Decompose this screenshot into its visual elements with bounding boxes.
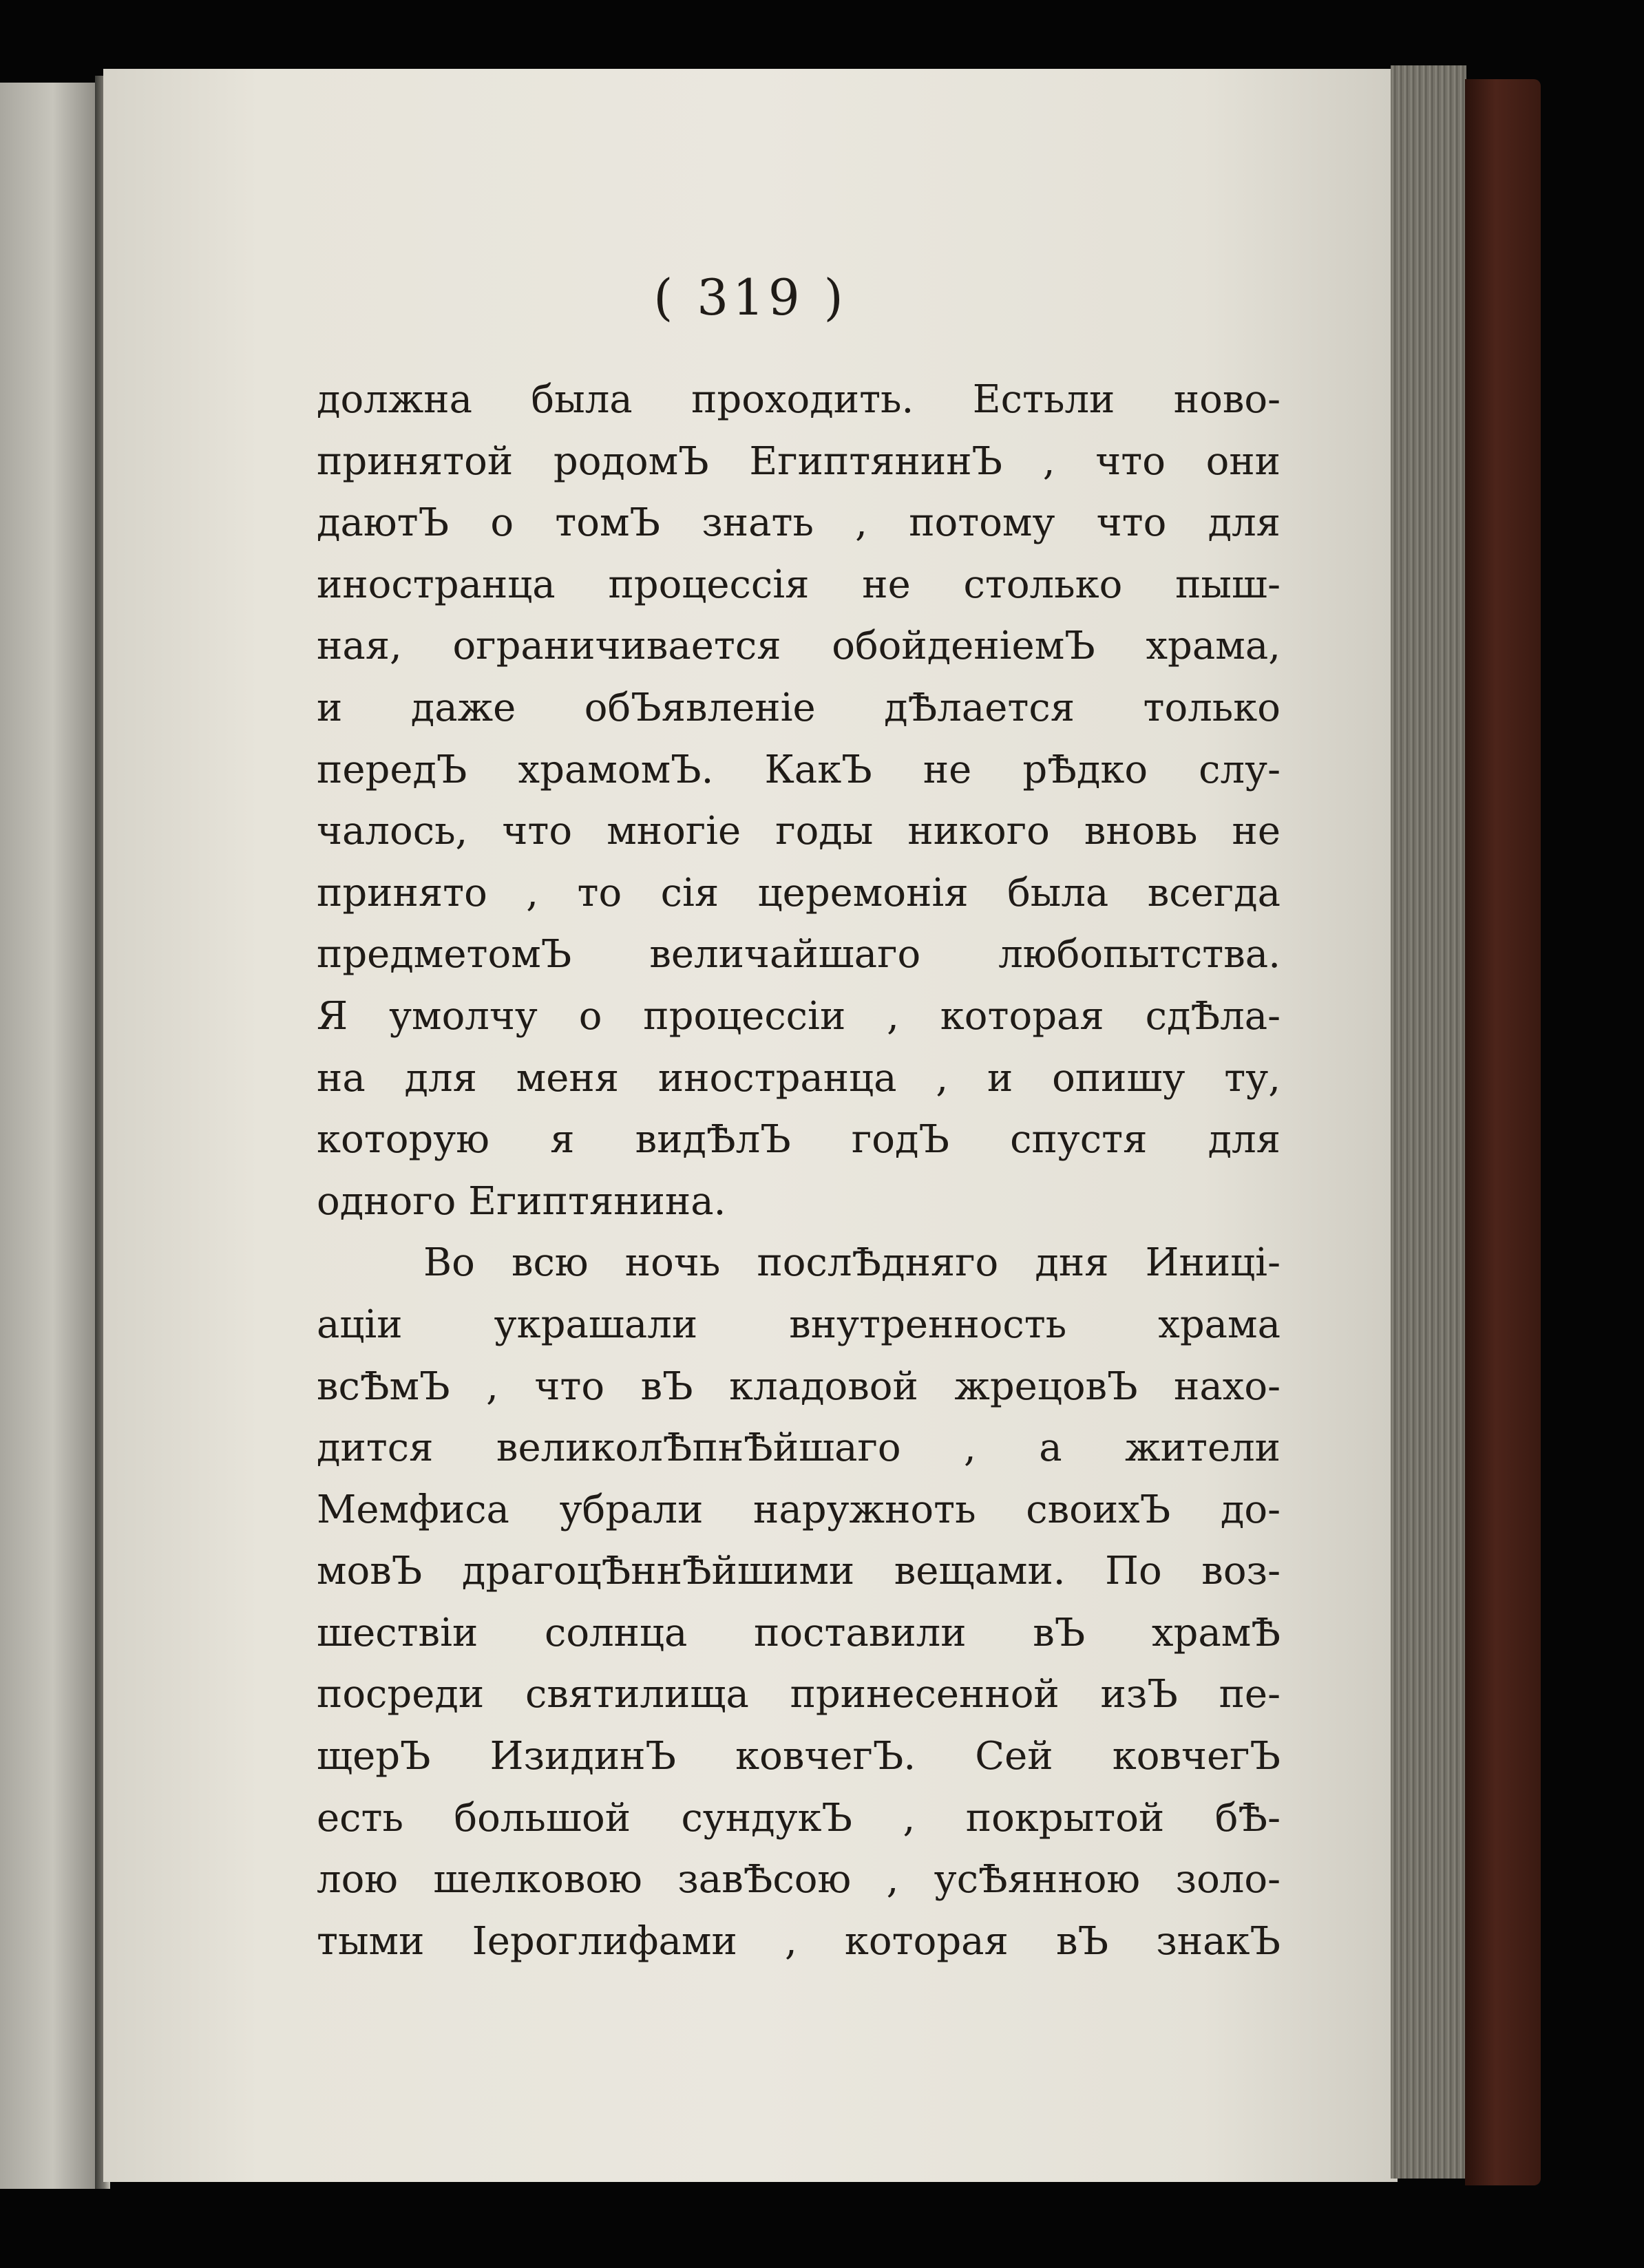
text-line: всѢмЪ , что вЪ кладовой жрецовЪ нахо- bbox=[317, 1364, 1281, 1409]
page-number: ( 319 ) bbox=[653, 268, 847, 326]
page-edges bbox=[1391, 65, 1466, 2179]
book-cover-edge bbox=[1465, 79, 1541, 2185]
text-line: Мемфиса убрали наружноть своихЪ до- bbox=[317, 1487, 1281, 1532]
book-page bbox=[103, 69, 1398, 2182]
text-line: должна была проходить. Естьли ново- bbox=[317, 377, 1281, 422]
text-line: даютЪ о томЪ знать , потому что для bbox=[317, 500, 1281, 546]
text-line: посреди святилища принесенной изЪ пе- bbox=[317, 1672, 1281, 1717]
text-line: щерЪ ИзидинЪ ковчегЪ. Сей ковчегЪ bbox=[317, 1734, 1281, 1779]
text-line: передЪ храмомЪ. КакЪ не рѢдко слу- bbox=[317, 747, 1281, 792]
text-line: ная, ограничивается обойденіемЪ храма, bbox=[317, 624, 1281, 669]
text-line: есть большой сундукЪ , покрытой бѢ- bbox=[317, 1795, 1281, 1841]
text-line: одного Египтянина. bbox=[317, 1178, 726, 1224]
text-line: принято , то сія церемонія была всегда bbox=[317, 870, 1281, 915]
text-line: которую я видѢлЪ годЪ спустя для bbox=[317, 1117, 1281, 1163]
body-text bbox=[317, 369, 1281, 1972]
text-line: дится великолѢпнѢйшаго , а жители bbox=[317, 1426, 1281, 1471]
left-page-edge bbox=[0, 83, 96, 2189]
text-line: Я умолчу о процессіи , которая сдѢла- bbox=[317, 993, 1281, 1039]
text-line: шествіи солнца поставили вЪ храмѢ bbox=[317, 1610, 1281, 1655]
text-line: лою шелковою завѢсою , усѢянною золо- bbox=[317, 1857, 1281, 1903]
text-line: предметомЪ величайшаго любопытства. bbox=[317, 932, 1281, 977]
text-line: на для меня иностранца , и опишу ту, bbox=[317, 1055, 1281, 1101]
text-line: аціи украшали внутренность храма bbox=[317, 1302, 1281, 1347]
text-line: чалось, что многіе годы никого вновь не bbox=[317, 809, 1281, 854]
text-line: принятой родомЪ ЕгиптянинЪ , что они bbox=[317, 438, 1281, 484]
text-line: иностранца процессія не столько пыш- bbox=[317, 562, 1281, 607]
text-line: мовЪ драгоцѢннѢйшими вещами. По воз- bbox=[317, 1549, 1281, 1594]
text-line: и даже обЪявленіе дѢлается только bbox=[317, 685, 1281, 730]
text-line: тыми Іероглифами , которая вЪ знакЪ bbox=[317, 1918, 1281, 1964]
text-line: Во всю ночь послѢдняго дня Иниці- bbox=[423, 1240, 1281, 1286]
